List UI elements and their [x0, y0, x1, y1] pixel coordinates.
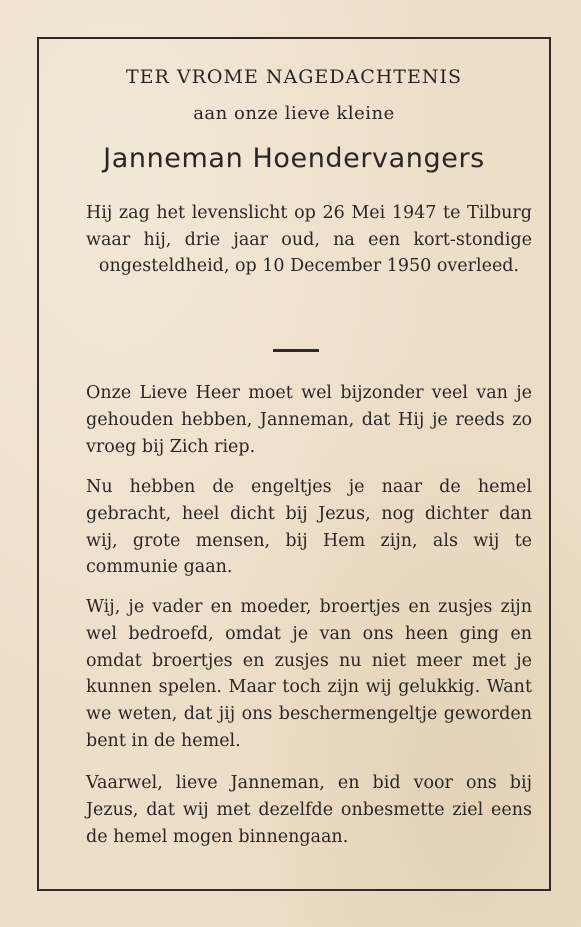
section-divider — [273, 349, 319, 352]
memorial-paragraph-2 — [86, 474, 532, 581]
memorial-paragraph-3 — [86, 594, 532, 755]
paragraph-text: Wij, je vader en moeder, broertjes en zusjes zijn wel bedroefd, omdat je van ons heen ging en omdat broertjes en zusjes nu niet meer met je kunnen spelen. Maar toch zijn wij gelukkig. Want we weten, dat jij ons beschermengeltje geworden bent in de hemel. — [86, 597, 532, 751]
deceased-name: Janneman Hoendervangers — [103, 143, 485, 174]
memorial-subheading: aan onze lieve kleine — [193, 103, 395, 124]
paragraph-text: Vaarwel, lieve Janneman, en bid voor ons bij Jezus, dat wij met dezelfde onbesmette ziel eens de hemel mogen binnengaan. — [86, 773, 532, 847]
life-dates-text: Hij zag het levenslicht op 26 Mei 1947 te Tilburg waar hij, drie jaar oud, na een kort-stondige ongesteldheid, op 10 December 1950 overleed. — [86, 203, 532, 276]
memorial-heading: TER VROME NAGEDACHTENIS — [126, 66, 462, 88]
paragraph-text: Onze Lieve Heer moet wel bijzonder veel van je gehouden hebben, Janneman, dat Hij je reeds zo vroeg bij Zich riep. — [86, 383, 532, 457]
paragraph-text: Nu hebben de engeltjes je naar de hemel gebracht, heel dicht bij Jezus, nog dichter dan wij, grote mensen, bij Hem zijn, als wij te communie gaan. — [86, 477, 532, 578]
memorial-paragraph-1 — [86, 380, 532, 460]
memorial-paragraph-4 — [86, 770, 532, 850]
